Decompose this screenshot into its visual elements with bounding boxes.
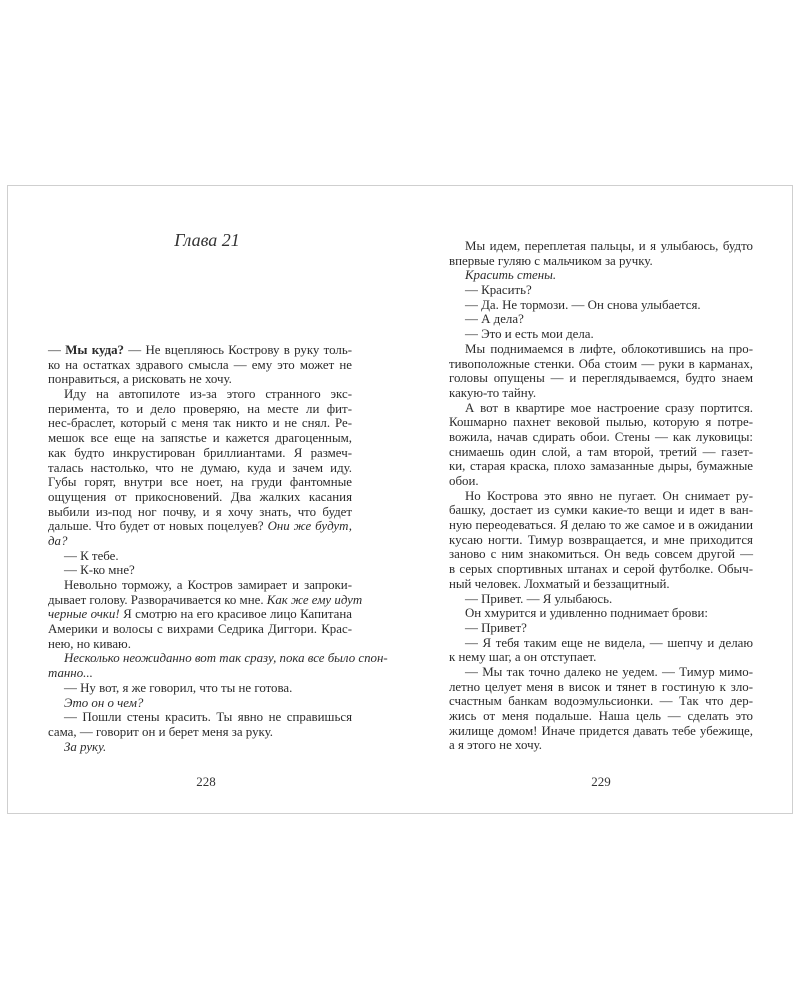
text-line	[449, 342, 753, 357]
text-line	[48, 490, 352, 505]
text-segment: ный человек. Лохматый и беззащитный.	[449, 576, 670, 591]
italic-text: да?	[48, 533, 68, 548]
italic-text: Несколько неожиданно вот так сразу, пока все было спон-	[64, 651, 388, 666]
left-page-text	[48, 343, 388, 754]
text-segment: дальше. Что будет от новых поцелуев?	[48, 519, 268, 534]
text-line	[48, 446, 352, 461]
text-segment: — Ну вот, я же говорил, что ты не готова.	[64, 680, 293, 695]
text-segment: — Да. Не тормози. — Он снова улыбается.	[465, 297, 701, 312]
text-segment: нею, но киваю.	[48, 636, 131, 651]
text-segment: Мы куда?	[65, 343, 124, 357]
text-segment: ки, старая краска, плохо замазанные дыры, бумажные	[449, 459, 753, 474]
text-line	[449, 327, 753, 342]
text-segment: Мы поднимаемся в лифте, облокотившись на про-	[465, 341, 753, 356]
left-page	[8, 186, 401, 813]
page-number-right: 229	[591, 774, 611, 789]
text-line	[48, 666, 352, 681]
text-line	[48, 725, 352, 740]
text-segment: —	[48, 343, 66, 357]
text-segment: — К-ко мне?	[64, 563, 135, 578]
text-line	[449, 503, 753, 518]
page-number-left: 228	[196, 774, 216, 789]
text-line	[48, 358, 352, 373]
text-segment: ную переодеваться. Я делаю то же самое и в ожидании	[449, 518, 753, 533]
text-line	[48, 710, 352, 725]
text-line	[449, 445, 753, 460]
text-line	[449, 665, 753, 680]
text-segment: — Я тебя таким еще не видела, — шепчу и делаю	[465, 635, 753, 650]
text-line	[449, 680, 753, 695]
text-line	[449, 650, 753, 665]
text-line	[48, 461, 352, 476]
text-line	[48, 549, 352, 564]
text-segment: Невольно торможу, а Костров замирает и запроки-	[64, 578, 352, 592]
text-line	[449, 547, 753, 562]
text-segment: нес-браслет, который с меня так никто и не снял. Ре-	[48, 416, 352, 431]
right-page	[401, 186, 794, 813]
text-segment: к нему шаг, а он отступает.	[449, 650, 597, 665]
text-segment: — А дела?	[465, 312, 524, 327]
text-segment: Я смотрю на его красивое лицо Капитана	[119, 607, 353, 622]
text-line	[449, 371, 753, 386]
italic-text: черные очки!	[48, 607, 120, 622]
text-line	[449, 636, 753, 651]
text-line	[48, 475, 352, 490]
text-line	[449, 239, 753, 254]
text-segment: тивоположные стенки. Оба стоим — руки в карманах,	[449, 356, 753, 371]
text-line	[449, 489, 753, 504]
text-line	[449, 606, 753, 621]
text-segment: перимента, то и дело проверяю, на месте ли фит-	[48, 401, 352, 416]
text-line	[449, 533, 753, 548]
italic-text: Они же будут,	[267, 519, 352, 534]
text-line	[449, 459, 753, 474]
text-segment: башку, достает из сумки какие-то вещи и идет в ван-	[449, 503, 753, 518]
text-line	[449, 621, 753, 636]
text-segment: вожила, начав сдирать обои. Стены — как луковицы:	[449, 429, 753, 444]
text-line	[48, 696, 352, 711]
text-segment: ощущения от прикосновений. Два жалких касания	[48, 489, 352, 504]
text-segment: Но Кострова это явно не пугает. Он снимает ру-	[465, 488, 753, 503]
italic-text: Красить стены.	[465, 268, 557, 283]
text-segment: — К тебе.	[64, 548, 119, 563]
text-line	[449, 386, 753, 401]
text-segment: мешок все еще на запястье и кажется драгоценным,	[48, 431, 352, 446]
text-segment: сама, — говорит он и берет меня за руку.	[48, 724, 273, 739]
text-line	[48, 519, 352, 534]
text-segment: кусаю ногти. Тимур возвращается, и мне приходится	[449, 532, 753, 547]
italic-text: Как же ему идут	[266, 592, 363, 607]
text-line	[48, 622, 352, 637]
italic-text: Это он о чем?	[64, 695, 144, 710]
text-line	[449, 562, 753, 577]
text-line	[48, 416, 352, 431]
text-line	[48, 563, 352, 578]
text-segment: летно целует меня в висок и тянет в гостиную к зло-	[449, 679, 753, 694]
text-segment: — Привет. — Я улыбаюсь.	[465, 591, 613, 606]
text-segment: в серых спортивных штанах и серой футболке. Обыч-	[449, 562, 753, 577]
text-line	[449, 592, 753, 607]
right-page-text	[449, 239, 753, 753]
text-segment: головы опущены — и переглядываемся, будто знаем	[449, 371, 753, 386]
text-segment: впервые гуляю с мальчиком за ручку.	[449, 253, 653, 268]
text-segment: А вот в квартире мое настроение сразу портится.	[465, 400, 753, 415]
text-line	[449, 694, 753, 709]
text-line	[48, 637, 352, 652]
text-line	[449, 724, 753, 739]
text-line	[449, 268, 753, 283]
italic-text: танно...	[48, 666, 93, 681]
text-line	[48, 607, 352, 622]
text-line	[48, 651, 388, 666]
text-segment: Америки и волосы с вихрами Седрика Диггори. Крас-	[48, 622, 352, 637]
italic-text: За руку.	[64, 739, 107, 754]
text-line	[48, 343, 352, 358]
text-line	[48, 578, 352, 593]
text-line	[48, 534, 352, 549]
text-segment: Он хмурится и удивленно поднимает брови:	[465, 606, 708, 621]
text-segment: снимаешь один слой, а там второй, третий — газет-	[449, 444, 753, 459]
book-spread	[7, 185, 793, 814]
text-segment: Кошмарно пахнет вековой пылью, которую я потре-	[449, 415, 753, 430]
text-segment: Иду на автопилоте из-за этого странного экс-	[64, 387, 352, 402]
text-line	[449, 430, 753, 445]
text-line	[449, 283, 753, 298]
text-segment: как будто инкрустирован бриллиантами. Я размеч-	[48, 445, 352, 460]
chapter-heading: Глава 21	[174, 230, 240, 250]
text-line	[449, 738, 753, 753]
text-line	[48, 431, 352, 446]
text-segment: выбили из-под ног почву, и я хочу знать, что будет	[48, 504, 352, 519]
text-line	[449, 577, 753, 592]
text-line	[449, 298, 753, 313]
text-segment: ко на остатках здравого смысла — ему это может не	[48, 357, 352, 372]
text-segment: дывает голову. Разворачивается ко мне.	[48, 592, 267, 607]
text-segment: понравиться, а рисковать не хочу.	[48, 372, 232, 387]
text-line	[449, 709, 753, 724]
text-line	[449, 401, 753, 416]
text-segment: — Мы так точно далеко не уедем. — Тимур мимо-	[465, 664, 753, 679]
text-line	[449, 254, 753, 269]
text-line	[48, 681, 352, 696]
text-segment: — Не вцепляюсь Кострову в руку толь-	[124, 343, 352, 357]
text-line	[449, 357, 753, 372]
text-segment: Мы идем, переплетая пальцы, и я улыбаюсь, будто	[465, 239, 753, 253]
text-line	[48, 372, 352, 387]
text-segment: заново с ним знакомиться. Он ведь совсем другой —	[449, 547, 753, 562]
text-segment: а я этого не хочу.	[449, 738, 542, 753]
text-segment: жилище домом! Иначе придется давать тебе убежище,	[449, 723, 753, 738]
text-line	[48, 402, 352, 417]
text-segment: талась настолько, что не думаю, куда и зачем иду.	[48, 460, 352, 475]
text-line	[48, 505, 352, 520]
text-line	[449, 312, 753, 327]
text-line	[48, 740, 352, 755]
text-line	[48, 592, 363, 608]
text-line	[48, 387, 352, 402]
text-segment: — Это и есть мои дела.	[465, 327, 594, 342]
text-line	[449, 474, 753, 489]
text-segment: — Привет?	[465, 620, 527, 635]
text-segment: обои.	[449, 474, 479, 488]
text-segment: какую-то тайну.	[449, 385, 537, 400]
text-segment: жись от меня подальше. Наша цель — сделать это	[449, 709, 753, 723]
text-segment: — Пошли стены красить. Ты явно не справишься	[64, 710, 352, 725]
text-segment: счастным банкам водоэмульсионки. — Так что дер-	[449, 694, 753, 709]
text-line	[449, 518, 753, 533]
text-segment: Губы горят, внутри все ноет, на груди фантомные	[48, 475, 352, 490]
text-line	[449, 415, 753, 430]
text-segment: — Красить?	[465, 283, 532, 298]
